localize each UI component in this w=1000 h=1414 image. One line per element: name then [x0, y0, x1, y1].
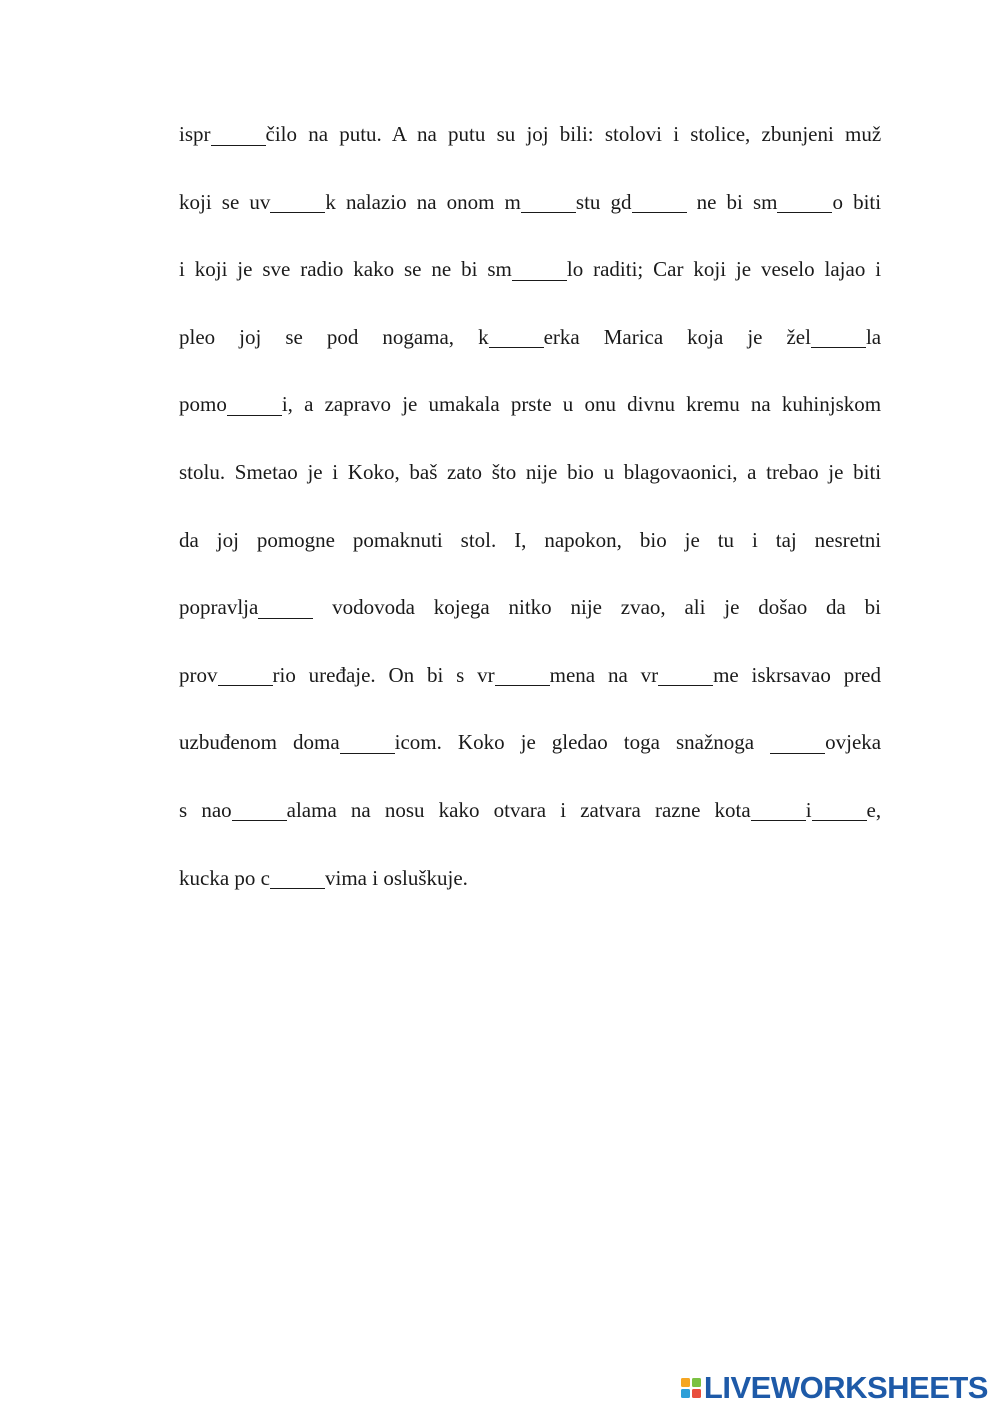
text-word: kremu — [686, 392, 740, 417]
text-word: otvara — [493, 797, 547, 822]
text-word: zatvara — [580, 797, 641, 822]
text-word: su — [496, 122, 516, 146]
text-word: On — [388, 662, 415, 687]
text-word: muž — [845, 122, 882, 146]
blank-input[interactable] — [811, 329, 866, 348]
text-word: ali — [684, 595, 706, 620]
text-line — [179, 587, 881, 655]
text-word: lajao — [824, 257, 866, 282]
text-line — [179, 520, 881, 588]
text-word: bili: — [559, 122, 594, 146]
text-word: kako — [438, 797, 480, 822]
blank-input[interactable] — [632, 194, 687, 213]
text-word: se — [221, 189, 240, 214]
text-line — [179, 655, 881, 723]
text-word: bio — [639, 527, 667, 552]
text-word: la — [865, 324, 882, 349]
blank-input[interactable] — [770, 735, 825, 754]
text-word: je — [307, 459, 323, 484]
text-word: nitko — [508, 595, 552, 620]
text-word: i — [332, 459, 339, 484]
text-word: i, — [281, 392, 293, 417]
text-word: koja — [687, 324, 724, 349]
text-word: A — [391, 122, 406, 146]
logo-text: LIVEWORKSHEETS — [703, 1370, 988, 1405]
text-word: zbunjeni — [761, 122, 834, 146]
text-word: zato — [447, 459, 483, 484]
blank-input[interactable] — [495, 667, 550, 686]
text-word: Smetao — [234, 459, 298, 484]
text-word: alama — [286, 797, 337, 822]
text-word: lo — [566, 257, 584, 282]
text-line — [179, 858, 881, 926]
text-word: snažnoga — [675, 730, 755, 755]
text-word: u — [562, 392, 574, 417]
text-word: je — [402, 392, 418, 417]
text-word: razne — [654, 797, 701, 822]
blank-input[interactable] — [258, 600, 313, 619]
blank-input[interactable] — [512, 262, 567, 281]
text-line — [179, 722, 881, 790]
text-word: stolovi — [604, 122, 663, 146]
text-word: se — [285, 324, 303, 349]
text-word: bi — [864, 595, 881, 620]
text-word: gd — [610, 189, 632, 214]
text-word: kuhinjskom — [781, 392, 882, 417]
text-word: putu. — [339, 122, 382, 146]
text-word: vr — [477, 662, 495, 687]
blank-input[interactable] — [218, 667, 273, 686]
text-line — [179, 182, 881, 250]
text-word: biti — [853, 189, 882, 214]
text-word: icom. — [394, 730, 442, 755]
text-word: bi — [426, 662, 444, 687]
text-word: uzbuđenom — [179, 730, 277, 755]
text-word: erka — [543, 324, 580, 349]
text-word: me — [713, 662, 739, 687]
text-word: kucka — [179, 865, 230, 890]
text-word: tu — [717, 527, 735, 552]
text-word: sve — [262, 257, 291, 282]
text-word: pomogne — [256, 527, 335, 552]
text-word: s — [456, 662, 465, 687]
text-word: nije — [525, 459, 558, 484]
text-word: stolu. — [179, 459, 226, 484]
logo-square — [692, 1389, 701, 1398]
text-word: nesretni — [814, 527, 882, 552]
text-word: uv — [249, 189, 271, 214]
text-word: sm — [487, 257, 512, 282]
text-word: joj — [239, 324, 262, 349]
text-word: na — [350, 797, 371, 822]
text-word: u — [603, 459, 615, 484]
text-word: s — [179, 797, 188, 822]
text-line — [179, 249, 881, 317]
text-word: na — [750, 392, 771, 417]
text-word: je — [828, 459, 844, 484]
logo-square — [681, 1378, 690, 1387]
text-line — [179, 452, 881, 520]
logo-square — [681, 1389, 690, 1398]
text-word: joj — [526, 122, 549, 146]
text-word: je — [724, 595, 740, 620]
text-word: stol. — [460, 527, 497, 552]
text-word: žel — [786, 324, 811, 349]
text-word: kojega — [433, 595, 490, 620]
text-word: i — [805, 797, 812, 822]
text-word: a — [747, 459, 757, 484]
blank-input[interactable] — [658, 667, 713, 686]
text-line — [179, 317, 881, 385]
text-word: ne — [696, 189, 717, 214]
text-word: toga — [623, 730, 660, 755]
text-word: prste — [510, 392, 552, 417]
text-word: veselo — [760, 257, 815, 282]
blank-input[interactable] — [751, 802, 806, 821]
text-word: joj — [216, 527, 239, 552]
text-word: da — [826, 595, 846, 620]
text-word: bio — [567, 459, 594, 484]
text-word: kako — [353, 257, 395, 282]
text-word: koji — [194, 257, 228, 282]
text-word: doma — [293, 730, 340, 755]
text-word: taj — [775, 527, 797, 552]
liveworksheets-logo — [681, 1370, 988, 1405]
blank-input[interactable] — [812, 802, 867, 821]
text-word: umakala — [428, 392, 500, 417]
text-word: koji — [179, 189, 212, 214]
text-word: k — [478, 324, 489, 349]
text-word: pod — [326, 324, 359, 349]
text-word: pleo — [179, 324, 216, 349]
text-word: blagovaonici, — [623, 459, 738, 484]
blank-input[interactable] — [232, 802, 287, 821]
blank-input[interactable] — [340, 735, 395, 754]
text-word: iskrsavao — [751, 662, 831, 687]
text-word: zapravo — [324, 392, 392, 417]
text-word: stu — [575, 189, 601, 214]
text-word: vr — [640, 662, 659, 687]
text-word: Koko — [457, 730, 505, 755]
text-word: na — [607, 662, 628, 687]
text-word: radio — [300, 257, 344, 282]
text-word: je — [735, 257, 752, 282]
text-word: I, — [514, 527, 527, 552]
text-word: gledao — [551, 730, 608, 755]
text-word: Koko, — [347, 459, 400, 484]
text-word: čilo — [265, 122, 297, 146]
text-word: vodovoda — [332, 595, 415, 620]
text-line — [179, 114, 881, 182]
logo-square — [692, 1378, 701, 1387]
text-word: vima — [324, 865, 367, 890]
text-word: i — [372, 865, 379, 890]
text-word: nogama, — [382, 324, 455, 349]
text-word: je — [747, 324, 763, 349]
text-word: je — [520, 730, 536, 755]
blank-input[interactable] — [211, 127, 266, 146]
text-word: k — [325, 189, 336, 214]
blank-input[interactable] — [270, 194, 325, 213]
text-word: zvao, — [620, 595, 666, 620]
text-word: ispr — [179, 122, 211, 146]
text-word: i — [673, 122, 680, 146]
text-word: i — [179, 257, 185, 282]
text-word: na — [417, 122, 437, 146]
text-word: o — [832, 189, 843, 214]
text-word: popravlja — [179, 595, 259, 620]
blank-input[interactable] — [270, 870, 325, 889]
logo-squares-icon — [681, 1378, 701, 1398]
text-word: i — [751, 527, 758, 552]
text-word: prov — [179, 662, 218, 687]
text-word: po — [234, 865, 256, 890]
blank-input[interactable] — [227, 397, 282, 416]
text-word: Car — [653, 257, 684, 282]
text-word: m — [504, 189, 521, 214]
text-word: Marica — [603, 324, 664, 349]
text-word: bi — [726, 189, 743, 214]
text-word: je — [237, 257, 253, 282]
text-word: stolice, — [690, 122, 751, 146]
text-word: ovjeka — [825, 730, 882, 755]
text-word: na — [416, 189, 437, 214]
text-word: pomaknuti — [352, 527, 443, 552]
text-word: trebao — [766, 459, 819, 484]
text-word: i — [560, 797, 567, 822]
text-word: divnu — [627, 392, 675, 417]
text-word: baš — [409, 459, 438, 484]
text-word: nao — [201, 797, 232, 822]
text-word: nalazio — [345, 189, 407, 214]
text-word: onom — [446, 189, 495, 214]
text-word: bi — [461, 257, 478, 282]
text-word: sm — [752, 189, 778, 214]
text-word: kota — [714, 797, 751, 822]
text-word: biti — [853, 459, 882, 484]
text-word: a — [304, 392, 314, 417]
text-word: da — [179, 527, 199, 552]
text-word: onu — [584, 392, 616, 417]
text-word: mena — [549, 662, 596, 687]
text-word: nosu — [384, 797, 425, 822]
text-word: došao — [758, 595, 808, 620]
text-word: osluškuje. — [383, 865, 468, 890]
text-line — [179, 790, 881, 858]
text-word: je — [684, 527, 700, 552]
text-word: pred — [843, 662, 882, 687]
text-word: raditi; — [593, 257, 644, 282]
text-word: putu — [448, 122, 486, 146]
text-word: se — [404, 257, 422, 282]
text-word: na — [308, 122, 329, 146]
text-word: e, — [866, 797, 882, 822]
text-word: uređaje. — [308, 662, 376, 687]
text-line — [179, 384, 881, 452]
text-word: nije — [570, 595, 602, 620]
text-word: koji — [693, 257, 727, 282]
text-word: što — [491, 459, 517, 484]
text-word: c — [260, 865, 270, 890]
worksheet-text — [179, 114, 881, 925]
text-word: i — [875, 257, 882, 282]
text-word: pomo — [179, 392, 227, 417]
blank-input[interactable] — [777, 194, 832, 213]
blank-input[interactable] — [489, 329, 544, 348]
blank-input[interactable] — [521, 194, 576, 213]
text-word: rio — [272, 662, 296, 687]
text-word: napokon, — [544, 527, 622, 552]
text-word: ne — [431, 257, 452, 282]
